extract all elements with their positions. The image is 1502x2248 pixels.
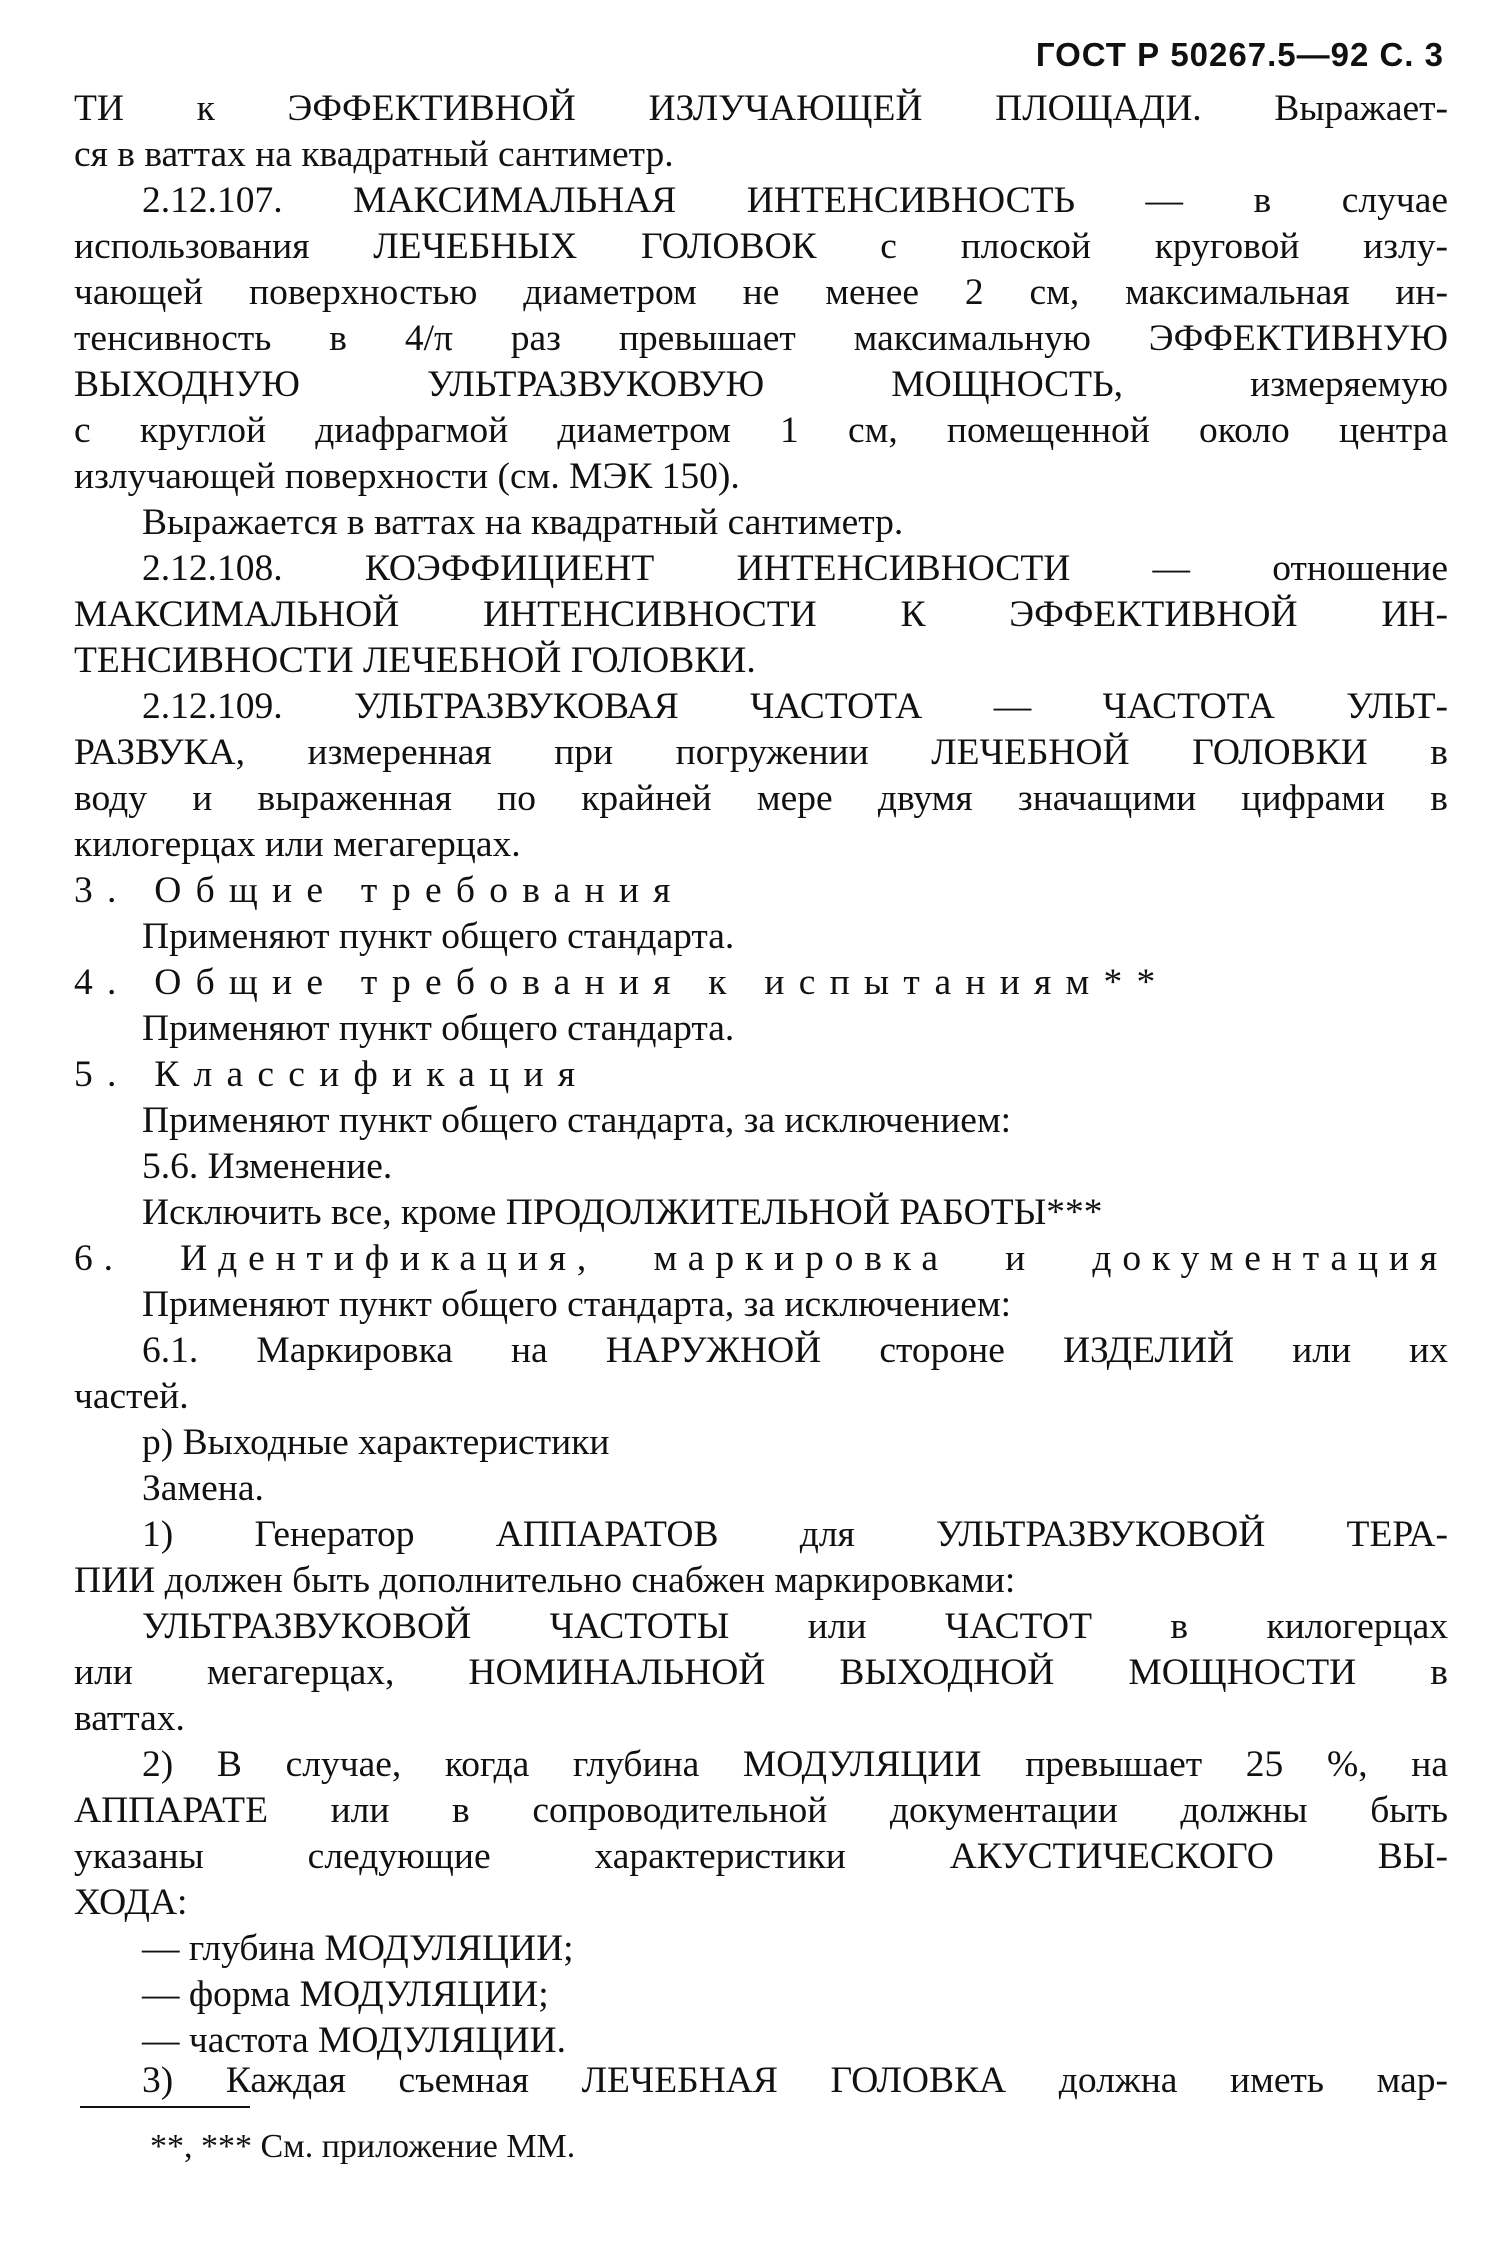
text-line: чающей поверхностью диаметром не менее 2 см, максимальная ин- (74, 272, 1448, 313)
text-line: воду и выраженная по крайней мере двумя значащими цифрами в (74, 778, 1448, 819)
text-line: Исключить все, кроме ПРОДОЛЖИТЕЛЬНОЙ РАБОТЫ*** (142, 1192, 1103, 1233)
text-line: ПИИ должен быть дополнительно снабжен маркировками: (74, 1560, 1016, 1601)
text-line: 3) Каждая съемная ЛЕЧЕБНАЯ ГОЛОВКА должна иметь мар- (142, 2060, 1448, 2101)
text-line: 2.12.109. УЛЬТРАЗВУКОВАЯ ЧАСТОТА — ЧАСТОТА УЛЬТ- (142, 686, 1448, 727)
text-line: указаны следующие характеристики АКУСТИЧЕСКОГО ВЫ- (74, 1836, 1448, 1877)
footnote: **, *** См. приложение ММ. (150, 2128, 576, 2165)
text-line: или мегагерцах, НОМИНАЛЬНОЙ ВЫХОДНОЙ МОЩНОСТИ в (74, 1652, 1448, 1693)
text-line: 2.12.107. МАКСИМАЛЬНАЯ ИНТЕНСИВНОСТЬ — в случае (142, 180, 1448, 221)
text-line: РАЗВУКА, измеренная при погружении ЛЕЧЕБНОЙ ГОЛОВКИ в (74, 732, 1448, 773)
text-line: 2) В случае, когда глубина МОДУЛЯЦИИ превышает 25 %, на (142, 1744, 1448, 1785)
text-line: р) Выходные характеристики (142, 1422, 610, 1463)
text-line: Применяют пункт общего стандарта. (142, 1008, 735, 1049)
text-line: излучающей поверхности (см. МЭК 150). (74, 456, 740, 497)
text-line: ТИ к ЭФФЕКТИВНОЙ ИЗЛУЧАЮЩЕЙ ПЛОЩАДИ. Выражает- (74, 88, 1448, 129)
text-line: частей. (74, 1376, 189, 1417)
section-heading: 4. Общие требования к испытаниям** (74, 962, 1170, 1003)
text-line: использования ЛЕЧЕБНЫХ ГОЛОВОК с плоской круговой излу- (74, 226, 1448, 267)
text-line: 6.1. Маркировка на НАРУЖНОЙ стороне ИЗДЕЛИЙ или их (142, 1330, 1448, 1371)
section-heading: 6. Идентификация, маркировка и документация (74, 1238, 1448, 1279)
list-item: — глубина МОДУЛЯЦИИ; (142, 1928, 574, 1969)
text-line: ваттах. (74, 1698, 185, 1739)
text-line: килогерцах или мегагерцах. (74, 824, 521, 865)
text-line: МАКСИМАЛЬНОЙ ИНТЕНСИВНОСТИ К ЭФФЕКТИВНОЙ ИН- (74, 594, 1448, 635)
section-heading: 5. Классификация (74, 1054, 590, 1095)
text-line: Замена. (142, 1468, 264, 1509)
list-item: — частота МОДУЛЯЦИИ. (142, 2020, 567, 2061)
text-line: АППАРАТЕ или в сопроводительной документации должны быть (74, 1790, 1448, 1831)
footnote-separator (80, 2106, 250, 2108)
list-item: — форма МОДУЛЯЦИИ; (142, 1974, 549, 2015)
text-line: 1) Генератор АППАРАТОВ для УЛЬТРАЗВУКОВОЙ ТЕРА- (142, 1514, 1448, 1555)
text-line: тенсивность в 4/π раз превышает максимальную ЭФФЕКТИВНУЮ (74, 318, 1448, 359)
text-line: ТЕНСИВНОСТИ ЛЕЧЕБНОЙ ГОЛОВКИ. (74, 640, 756, 681)
text-line: Применяют пункт общего стандарта. (142, 916, 735, 957)
text-line: 2.12.108. КОЭФФИЦИЕНТ ИНТЕНСИВНОСТИ — отношение (142, 548, 1448, 589)
text-line: Выражается в ваттах на квадратный сантиметр. (142, 502, 904, 543)
text-line: 5.6. Изменение. (142, 1146, 393, 1187)
page-header: ГОСТ Р 50267.5—92 С. 3 (1035, 36, 1444, 73)
text-line: Применяют пункт общего стандарта, за исключением: (142, 1100, 1012, 1141)
text-line: УЛЬТРАЗВУКОВОЙ ЧАСТОТЫ или ЧАСТОТ в килогерцах (142, 1606, 1448, 1647)
text-line: с круглой диафрагмой диаметром 1 см, помещенной около центра (74, 410, 1448, 451)
text-line: ХОДА: (74, 1882, 188, 1923)
text-line: ВЫХОДНУЮ УЛЬТРАЗВУКОВУЮ МОЩНОСТЬ, измеряемую (74, 364, 1448, 405)
section-heading: 3. Общие требования (74, 870, 685, 911)
text-line: Применяют пункт общего стандарта, за исключением: (142, 1284, 1012, 1325)
text-line: ся в ваттах на квадратный сантиметр. (74, 134, 674, 175)
